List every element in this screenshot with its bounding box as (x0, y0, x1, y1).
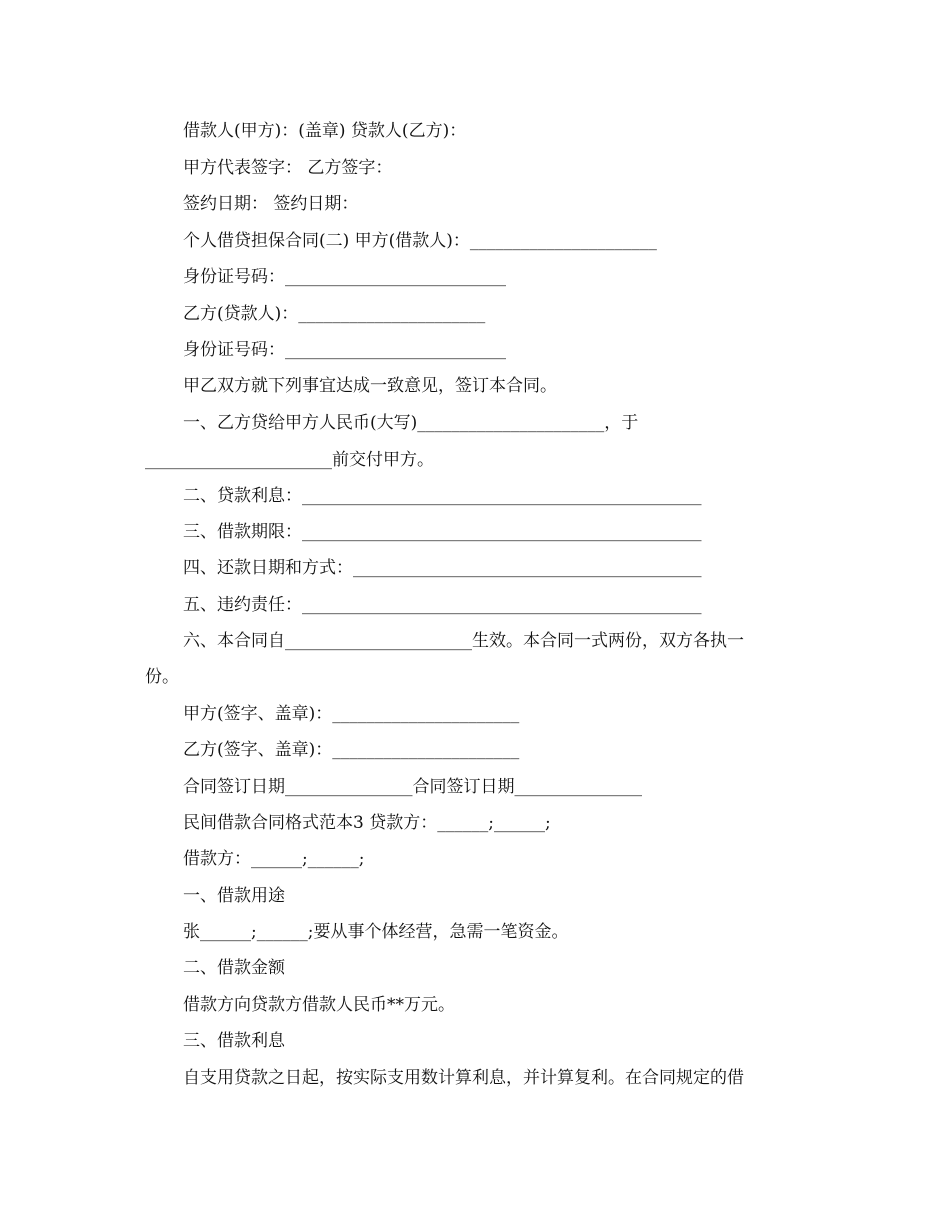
doc-line-19: 合同签订日期_______________合同签订日期_______________ (183, 777, 642, 797)
doc-line-14: 五、违约责任：_______________________________________________ (183, 595, 702, 615)
doc-line-26: 三、借款利息 (183, 1031, 285, 1051)
doc-line-15: 六、本合同自______________________生效。本合同一式两份，双方各执一 (183, 631, 744, 651)
doc-line-25: 借款方向贷款方借款人民币**万元。 (183, 995, 455, 1015)
doc-line-17: 甲方(签字、盖章)：______________________ (183, 704, 520, 724)
doc-line-2: 甲方代表签字： 乙方签字： (183, 158, 393, 178)
doc-line-10: ______________________前交付甲方。 (145, 450, 434, 470)
doc-line-6: 乙方(贷款人)：______________________ (183, 304, 486, 324)
doc-line-8: 甲乙双方就下列事宜达成一致意见，签订本合同。 (183, 376, 557, 396)
doc-line-12: 三、借款期限：_______________________________________________ (183, 522, 702, 542)
doc-line-1: 借款人(甲方)：(盖章) 贷款人(乙方)： (183, 121, 467, 141)
doc-line-9: 一、乙方贷给甲方人民币(大写)______________________，于 (183, 413, 639, 433)
doc-line-4: 个人借贷担保合同(二) 甲方(借款人)：______________________ (183, 231, 657, 251)
doc-line-5: 身份证号码：__________________________ (183, 267, 506, 287)
doc-line-23: 张______;______;要从事个体经营，急需一笔资金。 (183, 922, 569, 942)
doc-line-27: 自支用贷款之日起，按实际支用数计算利息，并计算复利。在合同规定的借 (183, 1068, 744, 1088)
doc-line-20: 民间借款合同格式范本3 贷款方：______;______; (183, 813, 551, 833)
doc-line-13: 四、还款日期和方式：_________________________________________ (183, 558, 702, 578)
doc-line-24: 二、借款金额 (183, 958, 285, 978)
doc-line-22: 一、借款用途 (183, 886, 285, 906)
doc-line-7: 身份证号码：__________________________ (183, 340, 506, 360)
doc-line-3: 签约日期： 签约日期： (183, 194, 359, 214)
doc-line-21: 借款方：______;______; (183, 849, 365, 869)
doc-line-11: 二、贷款利息：_______________________________________________ (183, 486, 702, 506)
doc-line-16: 份。 (145, 667, 179, 687)
doc-line-18: 乙方(签字、盖章)：______________________ (183, 740, 520, 760)
